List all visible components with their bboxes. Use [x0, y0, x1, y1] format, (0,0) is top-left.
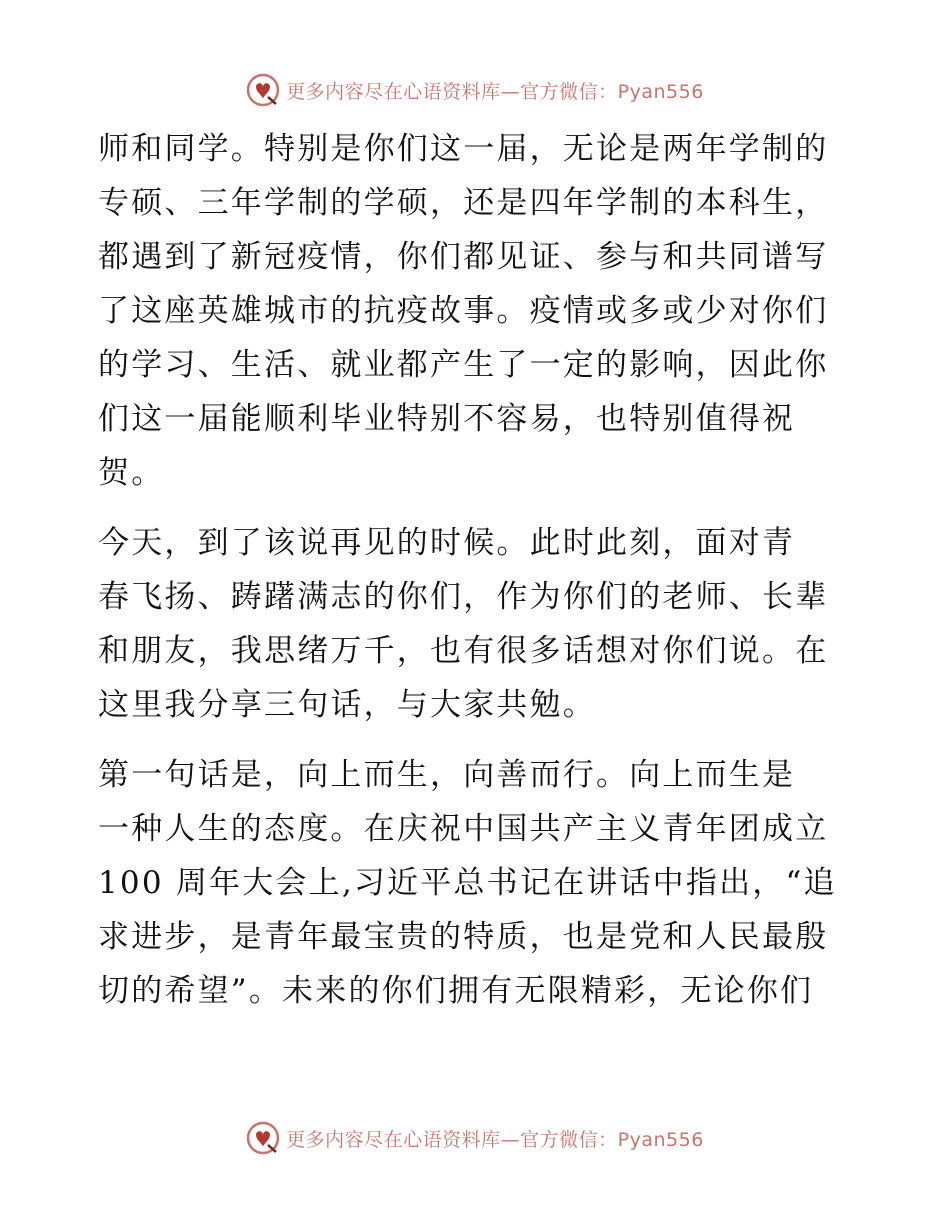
text-line: 师和同学。特别是你们这一届，无论是两年学制的 — [98, 131, 829, 167]
footer-banner-text: 更多内容尽在心语资料库—官方微信：Pyan556 — [286, 1128, 704, 1151]
text-line: 一种人生的态度。在庆祝中国共产主义青年团成立 — [98, 811, 829, 847]
document-body — [98, 122, 858, 1018]
text-line: 100 周年大会上,习近平总书记在讲话中指出，“追 — [98, 865, 837, 901]
paragraph — [98, 516, 858, 732]
text-line: 求进步，是青年最宝贵的特质，也是党和人民最殷 — [98, 919, 829, 955]
text-line: 都遇到了新冠疫情，你们都见证、参与和共同谱写 — [98, 239, 829, 275]
text-line: 贺。 — [98, 455, 165, 491]
footer-banner — [0, 1118, 950, 1158]
header-banner — [0, 70, 950, 110]
text-line: 专硕、三年学制的学硕，还是四年学制的本科生， — [98, 185, 829, 221]
text-line: 的学习、生活、就业都产生了一定的影响，因此你 — [98, 347, 829, 383]
heart-pen-logo-icon — [246, 73, 280, 107]
text-line: 了这座英雄城市的抗疫故事。疫情或多或少对你们 — [98, 293, 829, 329]
paragraph — [98, 122, 858, 500]
text-line: 们这一届能顺利毕业特别不容易，也特别值得祝 — [98, 401, 796, 437]
heart-pen-logo-icon — [246, 1121, 280, 1155]
text-line: 和朋友，我思绪万千，也有很多话想对你们说。在 — [98, 633, 829, 669]
text-line: 今天，到了该说再见的时候。此时此刻，面对青 — [98, 525, 796, 561]
paragraph — [98, 748, 858, 1018]
text-line: 第一句话是，向上而生，向善而行。向上而生是 — [98, 757, 796, 793]
header-banner-text: 更多内容尽在心语资料库—官方微信：Pyan556 — [286, 80, 704, 103]
text-line: 这里我分享三句话，与大家共勉。 — [98, 687, 596, 723]
text-line: 春飞扬、踌躇满志的你们，作为你们的老师、长辈 — [98, 579, 829, 615]
text-line: 切的希望”。未来的你们拥有无限精彩，无论你们 — [98, 973, 814, 1009]
